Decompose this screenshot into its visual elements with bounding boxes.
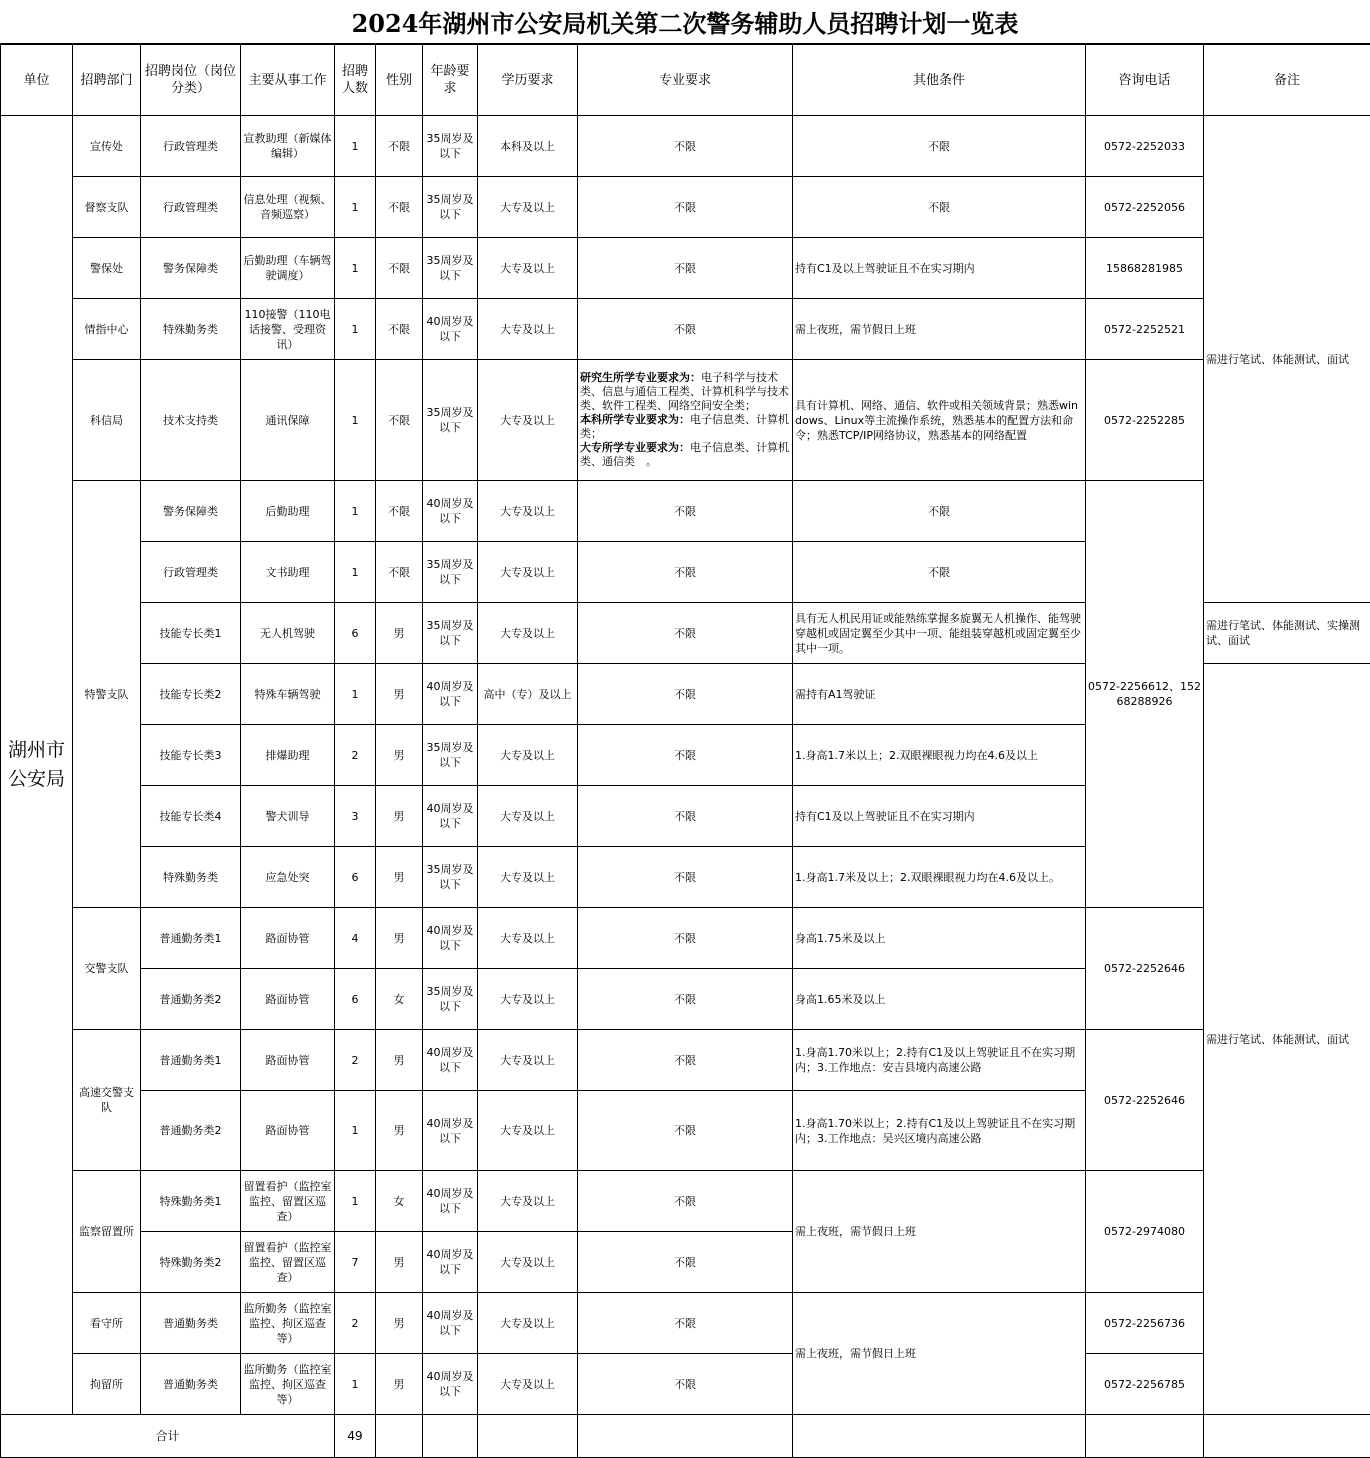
gender-cell: 不限 [376,360,423,481]
post-cell: 普通勤务类2 [141,1091,241,1171]
major-cell: 不限 [578,116,793,177]
post-cell: 行政管理类 [141,177,241,238]
post-cell: 普通勤务类 [141,1354,241,1415]
num-cell: 1 [335,1354,376,1415]
age-cell: 40周岁及以下 [423,1091,478,1171]
major-cell: 不限 [578,542,793,603]
work-cell: 后勤助理（车辆驾驶调度） [241,238,335,299]
edu-cell: 大专及以上 [478,481,578,542]
edu-cell: 大专及以上 [478,1171,578,1232]
num-cell: 4 [335,908,376,969]
work-cell: 留置看护（监控室监控、留置区巡查） [241,1171,335,1232]
major-label-college: 大专所学专业要求为： [580,441,690,454]
other-cell: 不限 [793,481,1086,542]
gender-cell: 不限 [376,481,423,542]
empty-cell [376,1415,423,1458]
header-cell: 主要从事工作 [241,45,335,116]
age-cell: 35周岁及以下 [423,542,478,603]
header-cell: 性别 [376,45,423,116]
other-cell: 需上夜班，需节假日上班 [793,299,1086,360]
note-cell: 需进行笔试、体能测试、面试 [1204,664,1370,1415]
age-cell: 35周岁及以下 [423,177,478,238]
dept-cell: 交警支队 [73,908,141,1030]
header-row [1,45,1370,116]
age-cell: 40周岁及以下 [423,908,478,969]
gender-cell: 男 [376,1030,423,1091]
post-cell: 行政管理类 [141,116,241,177]
gender-cell: 男 [376,664,423,725]
major-label-bachelor: 本科所学专业要求为： [580,413,690,426]
major-text-grad: 电子科学与技术类、信息与通信工程类、计算机科学与技术类、软件工程类、网络空间安全类； [580,371,789,412]
age-cell: 40周岁及以下 [423,1293,478,1354]
num-cell: 7 [335,1232,376,1293]
table-row [1,1030,1370,1091]
age-cell: 35周岁及以下 [423,847,478,908]
num-cell: 2 [335,1293,376,1354]
table-row [1,1171,1370,1232]
post-cell: 普通勤务类1 [141,908,241,969]
num-cell: 3 [335,786,376,847]
other-cell: 需上夜班，需节假日上班 [793,1293,1086,1415]
num-cell: 1 [335,664,376,725]
work-cell: 特殊车辆驾驶 [241,664,335,725]
num-cell: 1 [335,1171,376,1232]
phone-cell: 15868281985 [1086,238,1204,299]
edu-cell: 大专及以上 [478,786,578,847]
major-cell: 不限 [578,664,793,725]
edu-cell: 本科及以上 [478,116,578,177]
work-cell: 后勤助理 [241,481,335,542]
major-cell: 不限 [578,908,793,969]
edu-cell: 大专及以上 [478,847,578,908]
major-cell: 不限 [578,725,793,786]
table-row [1,908,1370,969]
dept-cell: 看守所 [73,1293,141,1354]
phone-cell: 0572-2252521 [1086,299,1204,360]
num-cell: 1 [335,481,376,542]
major-cell: 不限 [578,847,793,908]
edu-cell: 大专及以上 [478,1354,578,1415]
edu-cell: 大专及以上 [478,360,578,481]
post-cell: 特殊勤务类 [141,299,241,360]
work-cell: 宣教助理（新媒体编辑） [241,116,335,177]
num-cell: 1 [335,1091,376,1171]
edu-cell: 大专及以上 [478,1293,578,1354]
work-cell: 警犬训导 [241,786,335,847]
phone-cell: 0572-2252646 [1086,1030,1204,1171]
major-text-bachelor: 电子信息类、计算机类； [580,413,789,440]
other-cell: 1.身高1.7米及以上；2.双眼裸眼视力均在4.6及以上。 [793,847,1086,908]
header-cell: 其他条件 [793,45,1086,116]
table-row [1,299,1370,360]
num-cell: 1 [335,116,376,177]
empty-cell [1086,1415,1204,1458]
total-label: 合计 [1,1415,335,1458]
other-cell: 持有C1及以上驾驶证且不在实习期内 [793,786,1086,847]
major-text-college: 电子信息类、计算机类、通信类 。 [580,441,789,468]
gender-cell: 女 [376,1171,423,1232]
work-cell: 文书助理 [241,542,335,603]
gender-cell: 不限 [376,238,423,299]
other-cell: 身高1.65米及以上 [793,969,1086,1030]
work-cell: 路面协管 [241,908,335,969]
edu-cell: 大专及以上 [478,1091,578,1171]
major-cell: 不限 [578,1030,793,1091]
phone-cell: 0572-2252285 [1086,360,1204,481]
header-cell: 专业要求 [578,45,793,116]
gender-cell: 不限 [376,177,423,238]
phone-cell: 0572-2974080 [1086,1171,1204,1293]
empty-cell [578,1415,793,1458]
age-cell: 40周岁及以下 [423,299,478,360]
work-cell: 路面协管 [241,1030,335,1091]
post-cell: 技能专长类1 [141,603,241,664]
age-cell: 40周岁及以下 [423,1171,478,1232]
work-cell: 排爆助理 [241,725,335,786]
edu-cell: 大专及以上 [478,177,578,238]
dept-cell: 高速交警支队 [73,1030,141,1171]
other-cell: 身高1.75米及以上 [793,908,1086,969]
recruitment-table [0,44,1370,1458]
major-requirement-cell [578,360,793,481]
phone-cell: 0572-2252646 [1086,908,1204,1030]
post-cell: 技能专长类4 [141,786,241,847]
other-cell: 持有C1及以上驾驶证且不在实习期内 [793,238,1086,299]
dept-cell: 警保处 [73,238,141,299]
major-cell: 不限 [578,1232,793,1293]
edu-cell: 高中（专）及以上 [478,664,578,725]
gender-cell: 男 [376,1091,423,1171]
num-cell: 1 [335,177,376,238]
header-cell: 招聘部门 [73,45,141,116]
dept-cell: 拘留所 [73,1354,141,1415]
table-row [1,238,1370,299]
major-cell: 不限 [578,1354,793,1415]
gender-cell: 女 [376,969,423,1030]
age-cell: 35周岁及以下 [423,238,478,299]
dept-cell: 监察留置所 [73,1171,141,1293]
age-cell: 35周岁及以下 [423,969,478,1030]
work-cell: 应急处突 [241,847,335,908]
note-cell: 需进行笔试、体能测试、实操测试、面试 [1204,603,1370,664]
empty-cell [478,1415,578,1458]
num-cell: 6 [335,847,376,908]
phone-cell: 0572-2256612、15268288926 [1086,481,1204,908]
gender-cell: 不限 [376,116,423,177]
major-cell: 不限 [578,969,793,1030]
major-label-grad: 研究生所学专业要求为： [580,371,701,384]
major-cell: 不限 [578,1293,793,1354]
num-cell: 1 [335,542,376,603]
post-cell: 特殊勤务类2 [141,1232,241,1293]
phone-cell: 0572-2252033 [1086,116,1204,177]
age-cell: 35周岁及以下 [423,603,478,664]
unit-cell: 湖州市公安局 [1,116,73,1415]
empty-cell [1204,1415,1370,1458]
gender-cell: 男 [376,725,423,786]
table-row [1,1293,1370,1354]
age-cell: 40周岁及以下 [423,1354,478,1415]
edu-cell: 大专及以上 [478,969,578,1030]
gender-cell: 男 [376,603,423,664]
age-cell: 40周岁及以下 [423,786,478,847]
header-cell: 年龄要求 [423,45,478,116]
dept-cell: 情指中心 [73,299,141,360]
major-cell: 不限 [578,299,793,360]
total-row [1,1415,1370,1458]
edu-cell: 大专及以上 [478,238,578,299]
table-row [1,1354,1370,1415]
header-cell: 招聘人数 [335,45,376,116]
post-cell: 技术支持类 [141,360,241,481]
dept-cell: 科信局 [73,360,141,481]
post-cell: 普通勤务类2 [141,969,241,1030]
work-cell: 无人机驾驶 [241,603,335,664]
dept-cell: 督察支队 [73,177,141,238]
dept-cell: 宣传处 [73,116,141,177]
work-cell: 通讯保障 [241,360,335,481]
other-cell: 1.身高1.70米以上；2.持有C1及以上驾驶证且不在实习期内；3.工作地点：吴兴区境内高速公路 [793,1091,1086,1171]
num-cell: 6 [335,603,376,664]
post-cell: 普通勤务类 [141,1293,241,1354]
other-cell: 具有无人机民用证或能熟练掌握多旋翼无人机操作、能驾驶穿越机或固定翼至少其中一项、能组装穿越机或固定翼至少其中一项。 [793,603,1086,664]
major-cell: 不限 [578,1171,793,1232]
gender-cell: 男 [376,1293,423,1354]
num-cell: 6 [335,969,376,1030]
header-cell: 单位 [1,45,73,116]
empty-cell [423,1415,478,1458]
major-cell: 不限 [578,603,793,664]
table-row [1,360,1370,481]
gender-cell: 男 [376,786,423,847]
gender-cell: 男 [376,1354,423,1415]
edu-cell: 大专及以上 [478,1030,578,1091]
work-cell: 110接警（110电话接警、受理资讯） [241,299,335,360]
other-cell: 不限 [793,542,1086,603]
phone-cell: 0572-2252056 [1086,177,1204,238]
edu-cell: 大专及以上 [478,1232,578,1293]
other-cell: 不限 [793,177,1086,238]
age-cell: 40周岁及以下 [423,1030,478,1091]
table-row [1,177,1370,238]
num-cell: 1 [335,299,376,360]
age-cell: 40周岁及以下 [423,664,478,725]
post-cell: 特殊勤务类 [141,847,241,908]
post-cell: 普通勤务类1 [141,1030,241,1091]
work-cell: 监所勤务（监控室监控、拘区巡查等） [241,1354,335,1415]
age-cell: 35周岁及以下 [423,360,478,481]
post-cell: 警务保障类 [141,481,241,542]
edu-cell: 大专及以上 [478,299,578,360]
table-row [1,481,1370,542]
gender-cell: 男 [376,1232,423,1293]
major-cell: 不限 [578,1091,793,1171]
post-cell: 行政管理类 [141,542,241,603]
work-cell: 留置看护（监控室监控、留置区巡查） [241,1232,335,1293]
gender-cell: 不限 [376,299,423,360]
total-num: 49 [335,1415,376,1458]
work-cell: 路面协管 [241,969,335,1030]
gender-cell: 男 [376,847,423,908]
post-cell: 特殊勤务类1 [141,1171,241,1232]
post-cell: 警务保障类 [141,238,241,299]
major-cell: 不限 [578,177,793,238]
dept-cell: 特警支队 [73,481,141,908]
num-cell: 2 [335,725,376,786]
other-cell: 具有计算机、网络、通信、软件或相关领域背景；熟悉windows、Linux等主流操作系统，熟悉基本的配置方法和命令；熟悉TCP/IP网络协议，熟悉基本的网络配置 [793,360,1086,481]
gender-cell: 不限 [376,542,423,603]
phone-cell: 0572-2256785 [1086,1354,1204,1415]
other-cell: 需持有A1驾驶证 [793,664,1086,725]
age-cell: 40周岁及以下 [423,1232,478,1293]
num-cell: 1 [335,238,376,299]
age-cell: 35周岁及以下 [423,116,478,177]
post-cell: 技能专长类3 [141,725,241,786]
age-cell: 35周岁及以下 [423,725,478,786]
gender-cell: 男 [376,908,423,969]
edu-cell: 大专及以上 [478,542,578,603]
major-cell: 不限 [578,238,793,299]
age-cell: 40周岁及以下 [423,481,478,542]
work-cell: 信息处理（视频、音频巡察） [241,177,335,238]
post-cell: 技能专长类2 [141,664,241,725]
work-cell: 监所勤务（监控室监控、拘区巡查等） [241,1293,335,1354]
edu-cell: 大专及以上 [478,603,578,664]
table-row [1,116,1370,177]
header-cell: 学历要求 [478,45,578,116]
num-cell: 2 [335,1030,376,1091]
edu-cell: 大专及以上 [478,725,578,786]
edu-cell: 大专及以上 [478,908,578,969]
empty-cell [793,1415,1086,1458]
header-cell: 咨询电话 [1086,45,1204,116]
major-cell: 不限 [578,481,793,542]
note-cell: 需进行笔试、体能测试、面试 [1204,116,1370,603]
phone-cell: 0572-2256736 [1086,1293,1204,1354]
other-cell: 不限 [793,116,1086,177]
num-cell: 1 [335,360,376,481]
page-title: 2024年湖州市公安局机关第二次警务辅助人员招聘计划一览表 [0,0,1370,44]
other-cell: 需上夜班，需节假日上班 [793,1171,1086,1293]
header-cell: 招聘岗位（岗位分类） [141,45,241,116]
major-cell: 不限 [578,786,793,847]
header-cell: 备注 [1204,45,1370,116]
other-cell: 1.身高1.7米以上；2.双眼裸眼视力均在4.6及以上 [793,725,1086,786]
work-cell: 路面协管 [241,1091,335,1171]
other-cell: 1.身高1.70米以上；2.持有C1及以上驾驶证且不在实习期内；3.工作地点：安吉县境内高速公路 [793,1030,1086,1091]
